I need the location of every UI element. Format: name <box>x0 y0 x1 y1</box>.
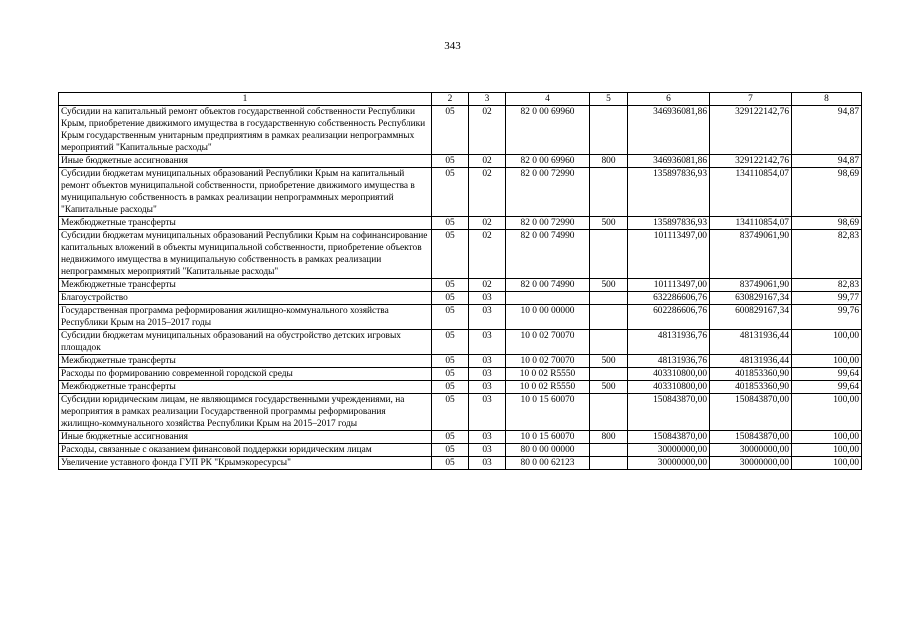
cell-subsection: 03 <box>469 444 506 457</box>
cell-subsection: 02 <box>469 106 506 155</box>
table-row <box>59 230 862 279</box>
cell-approved-amount: 135897836,93 <box>628 168 710 217</box>
cell-subsection: 03 <box>469 381 506 394</box>
cell-subsection: 03 <box>469 305 506 330</box>
cell-section: 05 <box>432 279 469 292</box>
cell-description: Субсидии бюджетам муниципальных образований Республики Крым на софинансирование капитальных вложений в объекты муниципальной собственности, приобретение объектов недвижимого имущества в муниципальную собственность в рамках реализации непрограммных мероприятий "Капитальные расходы" <box>59 230 432 279</box>
cell-section: 05 <box>432 381 469 394</box>
cell-target-article: 10 0 02 R5550 <box>506 381 590 394</box>
cell-expense-type <box>590 305 628 330</box>
cell-section: 05 <box>432 368 469 381</box>
cell-execution-percent: 99,64 <box>792 368 862 381</box>
cell-execution-percent: 99,64 <box>792 381 862 394</box>
cell-section: 05 <box>432 168 469 217</box>
cell-section: 05 <box>432 230 469 279</box>
cell-expense-type: 800 <box>590 431 628 444</box>
cell-expense-type: 500 <box>590 279 628 292</box>
cell-expense-type: 800 <box>590 155 628 168</box>
column-header: 5 <box>590 93 628 106</box>
cell-section: 05 <box>432 305 469 330</box>
cell-executed-amount: 150843870,00 <box>710 431 792 444</box>
cell-section: 05 <box>432 444 469 457</box>
cell-executed-amount: 83749061,90 <box>710 230 792 279</box>
cell-approved-amount: 346936081,86 <box>628 155 710 168</box>
table-row <box>59 457 862 470</box>
cell-section: 05 <box>432 292 469 305</box>
cell-execution-percent: 100,00 <box>792 330 862 355</box>
cell-target-article: 82 0 00 69960 <box>506 106 590 155</box>
cell-executed-amount: 134110854,07 <box>710 168 792 217</box>
cell-expense-type: 500 <box>590 381 628 394</box>
cell-executed-amount: 150843870,00 <box>710 394 792 431</box>
cell-description: Благоустройство <box>59 292 432 305</box>
cell-target-article: 80 0 00 00000 <box>506 444 590 457</box>
cell-description: Увеличение уставного фонда ГУП РК "Крымэкоресурсы" <box>59 457 432 470</box>
column-header: 6 <box>628 93 710 106</box>
cell-section: 05 <box>432 355 469 368</box>
cell-executed-amount: 600829167,34 <box>710 305 792 330</box>
cell-approved-amount: 30000000,00 <box>628 457 710 470</box>
cell-target-article: 10 0 02 70070 <box>506 330 590 355</box>
cell-description: Межбюджетные трансферты <box>59 355 432 368</box>
table-row <box>59 330 862 355</box>
table-row <box>59 155 862 168</box>
cell-subsection: 02 <box>469 155 506 168</box>
cell-executed-amount: 48131936,44 <box>710 330 792 355</box>
column-header: 4 <box>506 93 590 106</box>
cell-executed-amount: 401853360,90 <box>710 381 792 394</box>
cell-execution-percent: 100,00 <box>792 394 862 431</box>
cell-description: Субсидии на капитальный ремонт объектов государственной собственности Республики Крым, приобретение движимого имущества в государственную собственность Республики Крым государственным унитарным предприятиям в рамках реализации непрограммных мероприятий "Капитальные расходы" <box>59 106 432 155</box>
cell-target-article: 80 0 00 62123 <box>506 457 590 470</box>
cell-description: Межбюджетные трансферты <box>59 381 432 394</box>
column-header: 3 <box>469 93 506 106</box>
table-body <box>59 106 862 470</box>
cell-execution-percent: 99,77 <box>792 292 862 305</box>
cell-target-article: 82 0 00 72990 <box>506 168 590 217</box>
cell-description: Расходы по формированию современной городской среды <box>59 368 432 381</box>
cell-target-article: 82 0 00 74990 <box>506 230 590 279</box>
cell-approved-amount: 101113497,00 <box>628 230 710 279</box>
cell-subsection: 02 <box>469 217 506 230</box>
cell-section: 05 <box>432 155 469 168</box>
cell-approved-amount: 403310800,00 <box>628 368 710 381</box>
cell-expense-type <box>590 106 628 155</box>
table-row <box>59 106 862 155</box>
table-row <box>59 292 862 305</box>
cell-execution-percent: 82,83 <box>792 230 862 279</box>
cell-approved-amount: 150843870,00 <box>628 431 710 444</box>
column-header: 2 <box>432 93 469 106</box>
table-row <box>59 368 862 381</box>
cell-expense-type: 500 <box>590 355 628 368</box>
cell-execution-percent: 100,00 <box>792 431 862 444</box>
cell-executed-amount: 30000000,00 <box>710 444 792 457</box>
cell-target-article: 10 0 02 R5550 <box>506 368 590 381</box>
cell-section: 05 <box>432 217 469 230</box>
cell-approved-amount: 101113497,00 <box>628 279 710 292</box>
cell-subsection: 02 <box>469 230 506 279</box>
cell-expense-type <box>590 230 628 279</box>
cell-subsection: 02 <box>469 279 506 292</box>
cell-approved-amount: 135897836,93 <box>628 217 710 230</box>
cell-execution-percent: 98,69 <box>792 217 862 230</box>
table-row <box>59 431 862 444</box>
cell-approved-amount: 632286606,76 <box>628 292 710 305</box>
cell-expense-type <box>590 292 628 305</box>
table-row <box>59 394 862 431</box>
cell-description: Государственная программа реформирования жилищно-коммунального хозяйства Республики Крым на 2015–2017 годы <box>59 305 432 330</box>
cell-target-article: 10 0 02 70070 <box>506 355 590 368</box>
cell-executed-amount: 48131936,44 <box>710 355 792 368</box>
cell-section: 05 <box>432 394 469 431</box>
table-row <box>59 355 862 368</box>
cell-expense-type <box>590 394 628 431</box>
cell-executed-amount: 630829167,34 <box>710 292 792 305</box>
page-number: 343 <box>444 40 461 52</box>
cell-description: Субсидии юридическим лицам, не являющимся государственными учреждениями, на мероприятия в рамках реализации Государственной программы реформирования жилищно-коммунального хозяйства Республики Крым на 2015–2017 годы <box>59 394 432 431</box>
cell-approved-amount: 30000000,00 <box>628 444 710 457</box>
cell-execution-percent: 98,69 <box>792 168 862 217</box>
cell-section: 05 <box>432 106 469 155</box>
cell-execution-percent: 100,00 <box>792 457 862 470</box>
header-row <box>59 93 862 106</box>
cell-subsection: 03 <box>469 355 506 368</box>
cell-description: Расходы, связанные с оказанием финансовой поддержки юридическим лицам <box>59 444 432 457</box>
cell-subsection: 02 <box>469 168 506 217</box>
cell-execution-percent: 94,87 <box>792 106 862 155</box>
column-header: 1 <box>59 93 432 106</box>
cell-approved-amount: 48131936,76 <box>628 330 710 355</box>
cell-subsection: 03 <box>469 394 506 431</box>
cell-executed-amount: 30000000,00 <box>710 457 792 470</box>
cell-description: Межбюджетные трансферты <box>59 279 432 292</box>
cell-target-article: 82 0 00 69960 <box>506 155 590 168</box>
cell-target-article: 82 0 00 72990 <box>506 217 590 230</box>
cell-expense-type <box>590 444 628 457</box>
cell-description: Межбюджетные трансферты <box>59 217 432 230</box>
cell-subsection: 03 <box>469 457 506 470</box>
cell-expense-type <box>590 330 628 355</box>
cell-approved-amount: 403310800,00 <box>628 381 710 394</box>
cell-description: Субсидии бюджетам муниципальных образований на обустройство детских игровых площадок <box>59 330 432 355</box>
table-row <box>59 168 862 217</box>
table-row <box>59 444 862 457</box>
cell-subsection: 03 <box>469 431 506 444</box>
table-row <box>59 217 862 230</box>
table-row <box>59 305 862 330</box>
cell-executed-amount: 134110854,07 <box>710 217 792 230</box>
cell-approved-amount: 48131936,76 <box>628 355 710 368</box>
cell-description: Субсидии бюджетам муниципальных образований Республики Крым на капитальный ремонт объектов муниципальной собственности, приобретение движимого имущества в муниципальную собственность в рамках реализации непрограммных мероприятий "Капитальные расходы" <box>59 168 432 217</box>
cell-target-article: 10 0 15 60070 <box>506 431 590 444</box>
cell-execution-percent: 94,87 <box>792 155 862 168</box>
table-row <box>59 381 862 394</box>
cell-target-article <box>506 292 590 305</box>
column-header: 7 <box>710 93 792 106</box>
cell-executed-amount: 83749061,90 <box>710 279 792 292</box>
cell-expense-type <box>590 368 628 381</box>
cell-description: Иные бюджетные ассигнования <box>59 155 432 168</box>
cell-description: Иные бюджетные ассигнования <box>59 431 432 444</box>
cell-expense-type <box>590 168 628 217</box>
cell-expense-type <box>590 457 628 470</box>
cell-subsection: 03 <box>469 330 506 355</box>
cell-execution-percent: 99,76 <box>792 305 862 330</box>
cell-approved-amount: 346936081,86 <box>628 106 710 155</box>
cell-execution-percent: 100,00 <box>792 355 862 368</box>
column-header: 8 <box>792 93 862 106</box>
cell-target-article: 10 0 00 00000 <box>506 305 590 330</box>
cell-approved-amount: 150843870,00 <box>628 394 710 431</box>
cell-subsection: 03 <box>469 368 506 381</box>
cell-executed-amount: 401853360,90 <box>710 368 792 381</box>
cell-subsection: 03 <box>469 292 506 305</box>
cell-executed-amount: 329122142,76 <box>710 155 792 168</box>
cell-execution-percent: 82,83 <box>792 279 862 292</box>
cell-target-article: 82 0 00 74990 <box>506 279 590 292</box>
table-row <box>59 279 862 292</box>
cell-executed-amount: 329122142,76 <box>710 106 792 155</box>
cell-approved-amount: 602286606,76 <box>628 305 710 330</box>
cell-section: 05 <box>432 330 469 355</box>
cell-section: 05 <box>432 431 469 444</box>
cell-execution-percent: 100,00 <box>792 444 862 457</box>
cell-expense-type: 500 <box>590 217 628 230</box>
cell-section: 05 <box>432 457 469 470</box>
budget-table <box>58 92 862 470</box>
cell-target-article: 10 0 15 60070 <box>506 394 590 431</box>
